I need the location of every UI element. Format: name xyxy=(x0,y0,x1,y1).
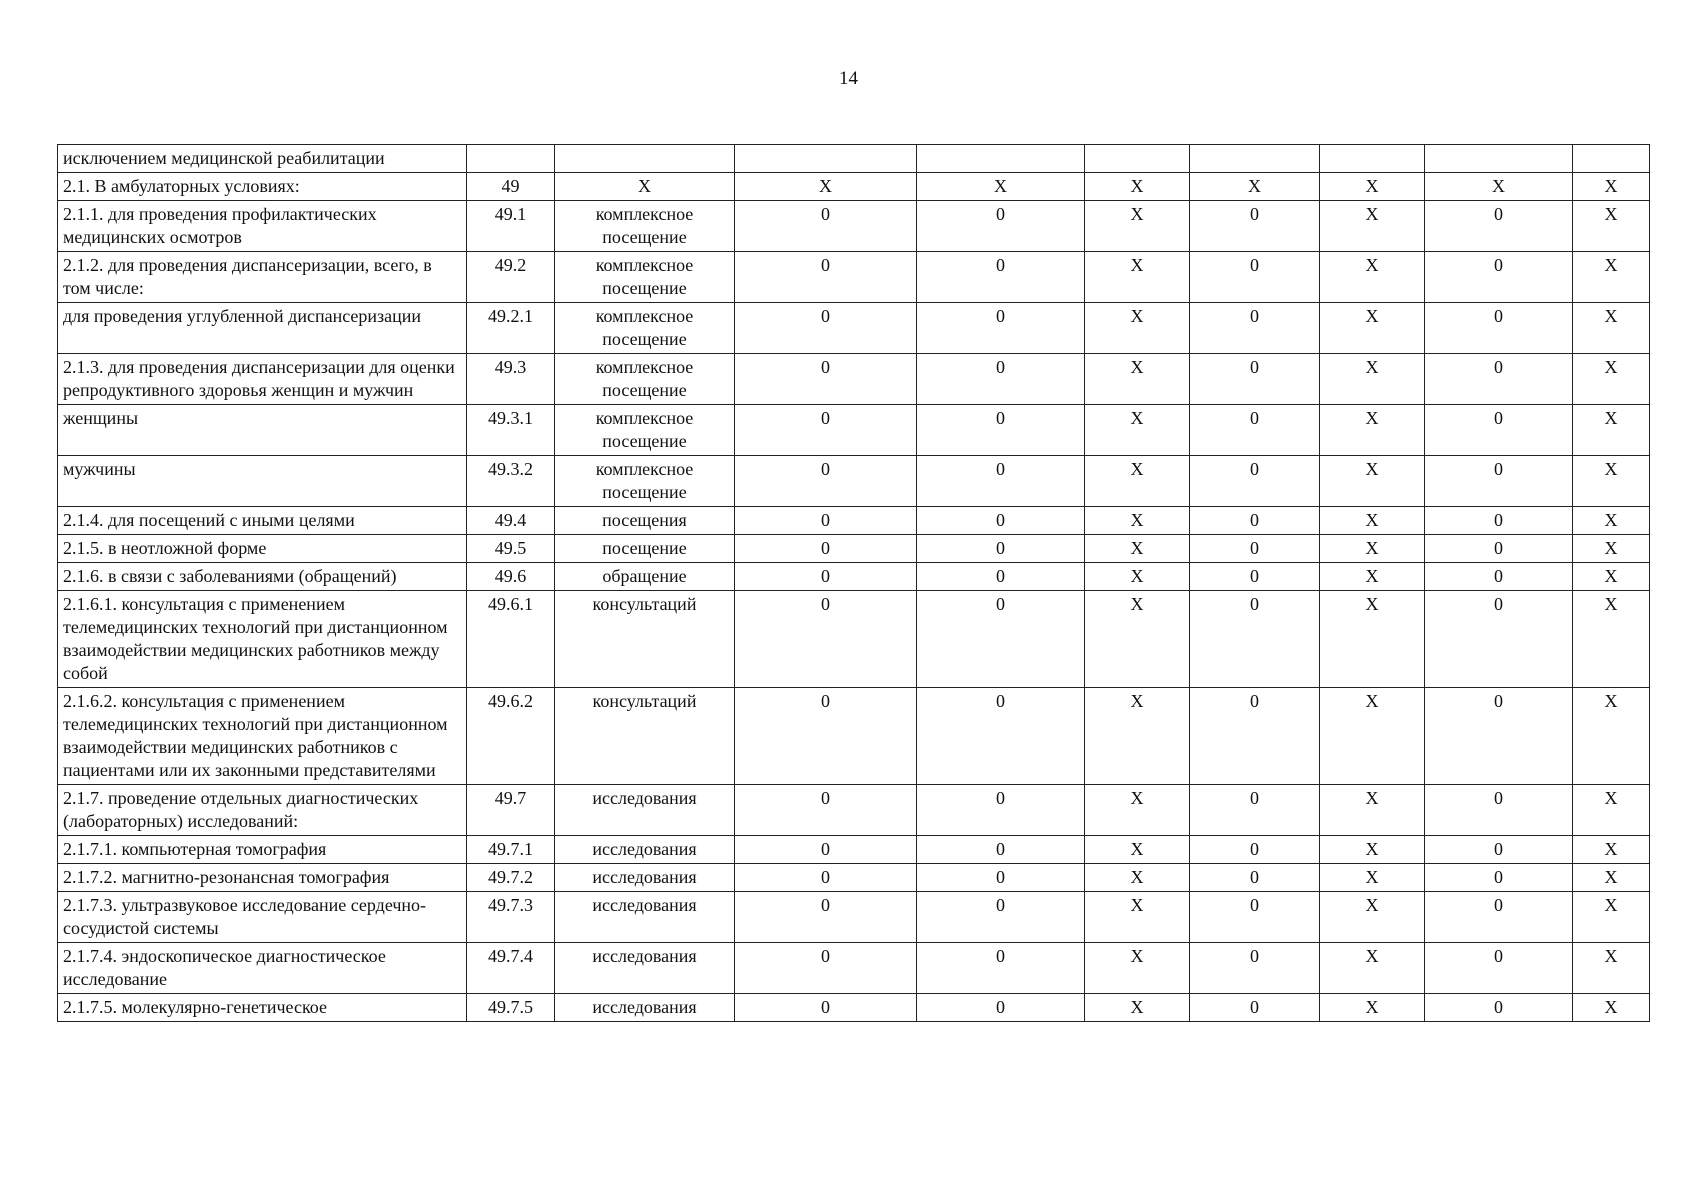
row-value-cell-3: X xyxy=(1085,591,1190,688)
row-value-cell-4: 0 xyxy=(1190,688,1320,785)
row-value-cell-3: X xyxy=(1085,456,1190,507)
row-value-cell-1: 0 xyxy=(735,994,917,1022)
row-unit-cell xyxy=(555,145,735,173)
row-unit-cell: исследования xyxy=(555,836,735,864)
row-value-cell-2: 0 xyxy=(917,943,1085,994)
row-unit-cell: консультаций xyxy=(555,591,735,688)
row-name-cell: 2.1. В амбулаторных условиях: xyxy=(58,173,467,201)
table-row xyxy=(58,563,1650,591)
row-value-cell-7: X xyxy=(1573,303,1650,354)
row-code-cell: 49.7.1 xyxy=(467,836,555,864)
row-value-cell-6: 0 xyxy=(1425,201,1573,252)
table-row xyxy=(58,201,1650,252)
row-value-cell-6: 0 xyxy=(1425,688,1573,785)
row-value-cell-7 xyxy=(1573,145,1650,173)
row-value-cell-6: 0 xyxy=(1425,836,1573,864)
row-code-cell: 49.3.1 xyxy=(467,405,555,456)
row-value-cell-2: 0 xyxy=(917,994,1085,1022)
row-value-cell-1: 0 xyxy=(735,563,917,591)
row-value-cell-4: 0 xyxy=(1190,994,1320,1022)
row-unit-cell: консультаций xyxy=(555,688,735,785)
row-value-cell-1 xyxy=(735,145,917,173)
row-value-cell-5: X xyxy=(1320,785,1425,836)
row-value-cell-6 xyxy=(1425,145,1573,173)
row-value-cell-7: X xyxy=(1573,535,1650,563)
row-value-cell-5: X xyxy=(1320,688,1425,785)
row-name-cell: 2.1.7.5. молекулярно-генетическое xyxy=(58,994,467,1022)
row-value-cell-1: 0 xyxy=(735,591,917,688)
row-value-cell-3: X xyxy=(1085,943,1190,994)
row-name-cell: исключением медицинской реабилитации xyxy=(58,145,467,173)
row-value-cell-3: X xyxy=(1085,507,1190,535)
row-unit-cell: исследования xyxy=(555,785,735,836)
table-row xyxy=(58,864,1650,892)
table-row xyxy=(58,252,1650,303)
row-value-cell-3: X xyxy=(1085,535,1190,563)
row-value-cell-2: 0 xyxy=(917,507,1085,535)
row-unit-cell: исследования xyxy=(555,864,735,892)
row-value-cell-7: X xyxy=(1573,785,1650,836)
row-value-cell-3: X xyxy=(1085,994,1190,1022)
row-value-cell-4: 0 xyxy=(1190,563,1320,591)
row-value-cell-6: 0 xyxy=(1425,591,1573,688)
row-value-cell-4: 0 xyxy=(1190,507,1320,535)
row-value-cell-7: X xyxy=(1573,994,1650,1022)
row-name-cell: для проведения углубленной диспансеризации xyxy=(58,303,467,354)
row-value-cell-7: X xyxy=(1573,507,1650,535)
row-value-cell-6: 0 xyxy=(1425,563,1573,591)
row-code-cell: 49.7.2 xyxy=(467,864,555,892)
row-unit-cell: исследования xyxy=(555,943,735,994)
row-unit-cell: обращение xyxy=(555,563,735,591)
row-value-cell-1: 0 xyxy=(735,507,917,535)
row-value-cell-5 xyxy=(1320,145,1425,173)
row-value-cell-6: 0 xyxy=(1425,943,1573,994)
row-value-cell-6: 0 xyxy=(1425,507,1573,535)
row-value-cell-2: 0 xyxy=(917,591,1085,688)
row-value-cell-6: 0 xyxy=(1425,892,1573,943)
row-name-cell: 2.1.7.4. эндоскопическое диагностическое исследование xyxy=(58,943,467,994)
row-value-cell-5: X xyxy=(1320,892,1425,943)
row-value-cell-7: X xyxy=(1573,892,1650,943)
row-code-cell: 49.1 xyxy=(467,201,555,252)
row-code-cell: 49.2 xyxy=(467,252,555,303)
row-value-cell-6: X xyxy=(1425,173,1573,201)
row-value-cell-3: X xyxy=(1085,836,1190,864)
row-code-cell: 49.7.4 xyxy=(467,943,555,994)
row-value-cell-4: 0 xyxy=(1190,785,1320,836)
row-value-cell-7: X xyxy=(1573,864,1650,892)
row-value-cell-1: 0 xyxy=(735,836,917,864)
row-value-cell-3: X xyxy=(1085,563,1190,591)
row-value-cell-2: 0 xyxy=(917,405,1085,456)
row-value-cell-4: 0 xyxy=(1190,836,1320,864)
table-row xyxy=(58,836,1650,864)
row-value-cell-5: X xyxy=(1320,252,1425,303)
row-name-cell: 2.1.6.1. консультация с применением телемедицинских технологий при дистанционном взаимодействии медицинских работников между собой xyxy=(58,591,467,688)
row-value-cell-2: 0 xyxy=(917,563,1085,591)
row-name-cell: 2.1.3. для проведения диспансеризации для оценки репродуктивного здоровья женщин и мужчин xyxy=(58,354,467,405)
row-name-cell: 2.1.4. для посещений с иными целями xyxy=(58,507,467,535)
row-value-cell-3: X xyxy=(1085,688,1190,785)
row-value-cell-6: 0 xyxy=(1425,303,1573,354)
row-code-cell: 49.2.1 xyxy=(467,303,555,354)
row-code-cell: 49.3 xyxy=(467,354,555,405)
row-value-cell-1: 0 xyxy=(735,785,917,836)
row-value-cell-4: 0 xyxy=(1190,201,1320,252)
row-value-cell-2: 0 xyxy=(917,201,1085,252)
row-value-cell-5: X xyxy=(1320,563,1425,591)
row-value-cell-1: 0 xyxy=(735,456,917,507)
row-value-cell-2: 0 xyxy=(917,535,1085,563)
row-value-cell-1: X xyxy=(735,173,917,201)
page-number: 14 xyxy=(839,68,858,89)
row-value-cell-5: X xyxy=(1320,507,1425,535)
row-value-cell-5: X xyxy=(1320,864,1425,892)
row-value-cell-6: 0 xyxy=(1425,535,1573,563)
table-row xyxy=(58,456,1650,507)
row-unit-cell: комплексное посещение xyxy=(555,456,735,507)
row-value-cell-5: X xyxy=(1320,173,1425,201)
row-value-cell-4: 0 xyxy=(1190,892,1320,943)
row-value-cell-6: 0 xyxy=(1425,354,1573,405)
row-name-cell: 2.1.7.2. магнитно-резонансная томография xyxy=(58,864,467,892)
row-value-cell-7: X xyxy=(1573,252,1650,303)
table-body xyxy=(58,145,1650,1022)
row-value-cell-7: X xyxy=(1573,836,1650,864)
row-value-cell-3: X xyxy=(1085,864,1190,892)
row-value-cell-2: 0 xyxy=(917,688,1085,785)
row-value-cell-3: X xyxy=(1085,892,1190,943)
row-value-cell-6: 0 xyxy=(1425,252,1573,303)
row-value-cell-3: X xyxy=(1085,201,1190,252)
row-value-cell-1: 0 xyxy=(735,943,917,994)
row-value-cell-5: X xyxy=(1320,405,1425,456)
row-value-cell-1: 0 xyxy=(735,252,917,303)
row-unit-cell: комплексное посещение xyxy=(555,354,735,405)
row-value-cell-1: 0 xyxy=(735,201,917,252)
row-value-cell-7: X xyxy=(1573,201,1650,252)
row-value-cell-3 xyxy=(1085,145,1190,173)
row-value-cell-2: 0 xyxy=(917,456,1085,507)
row-value-cell-2: 0 xyxy=(917,864,1085,892)
row-value-cell-1: 0 xyxy=(735,354,917,405)
row-value-cell-2: 0 xyxy=(917,303,1085,354)
row-name-cell: мужчины xyxy=(58,456,467,507)
row-value-cell-5: X xyxy=(1320,303,1425,354)
table-row xyxy=(58,688,1650,785)
table-row xyxy=(58,943,1650,994)
row-value-cell-4 xyxy=(1190,145,1320,173)
row-value-cell-3: X xyxy=(1085,252,1190,303)
row-code-cell: 49.6 xyxy=(467,563,555,591)
row-value-cell-2: 0 xyxy=(917,252,1085,303)
row-value-cell-5: X xyxy=(1320,354,1425,405)
row-value-cell-5: X xyxy=(1320,456,1425,507)
row-value-cell-4: 0 xyxy=(1190,252,1320,303)
row-unit-cell: посещение xyxy=(555,535,735,563)
row-value-cell-4: 0 xyxy=(1190,535,1320,563)
table-row xyxy=(58,303,1650,354)
table-row xyxy=(58,591,1650,688)
row-code-cell: 49.7.3 xyxy=(467,892,555,943)
row-unit-cell: комплексное посещение xyxy=(555,405,735,456)
row-value-cell-4: 0 xyxy=(1190,864,1320,892)
row-code-cell xyxy=(467,145,555,173)
row-value-cell-1: 0 xyxy=(735,688,917,785)
row-value-cell-1: 0 xyxy=(735,864,917,892)
row-value-cell-2: 0 xyxy=(917,836,1085,864)
data-table xyxy=(57,144,1650,1022)
row-value-cell-1: 0 xyxy=(735,535,917,563)
row-value-cell-6: 0 xyxy=(1425,405,1573,456)
row-unit-cell: посещения xyxy=(555,507,735,535)
row-unit-cell: комплексное посещение xyxy=(555,252,735,303)
row-value-cell-3: X xyxy=(1085,785,1190,836)
row-unit-cell: комплексное посещение xyxy=(555,201,735,252)
row-value-cell-7: X xyxy=(1573,943,1650,994)
table-row xyxy=(58,507,1650,535)
row-code-cell: 49.6.2 xyxy=(467,688,555,785)
row-value-cell-6: 0 xyxy=(1425,994,1573,1022)
row-value-cell-2: 0 xyxy=(917,354,1085,405)
table-row xyxy=(58,892,1650,943)
row-value-cell-6: 0 xyxy=(1425,864,1573,892)
row-code-cell: 49.6.1 xyxy=(467,591,555,688)
row-name-cell: 2.1.7. проведение отдельных диагностических (лабораторных) исследований: xyxy=(58,785,467,836)
row-value-cell-5: X xyxy=(1320,591,1425,688)
row-value-cell-7: X xyxy=(1573,456,1650,507)
row-name-cell: 2.1.7.3. ультразвуковое исследование сердечно-сосудистой системы xyxy=(58,892,467,943)
row-value-cell-6: 0 xyxy=(1425,456,1573,507)
row-name-cell: 2.1.2. для проведения диспансеризации, всего, в том числе: xyxy=(58,252,467,303)
table-row xyxy=(58,145,1650,173)
row-value-cell-3: X xyxy=(1085,405,1190,456)
row-code-cell: 49.5 xyxy=(467,535,555,563)
row-value-cell-1: 0 xyxy=(735,892,917,943)
row-value-cell-7: X xyxy=(1573,354,1650,405)
row-value-cell-7: X xyxy=(1573,688,1650,785)
row-name-cell: 2.1.6. в связи с заболеваниями (обращений) xyxy=(58,563,467,591)
table-row xyxy=(58,173,1650,201)
row-value-cell-5: X xyxy=(1320,994,1425,1022)
row-unit-cell: X xyxy=(555,173,735,201)
row-value-cell-2 xyxy=(917,145,1085,173)
row-value-cell-5: X xyxy=(1320,836,1425,864)
row-value-cell-3: X xyxy=(1085,303,1190,354)
row-unit-cell: исследования xyxy=(555,892,735,943)
row-value-cell-2: 0 xyxy=(917,785,1085,836)
row-value-cell-7: X xyxy=(1573,591,1650,688)
row-code-cell: 49 xyxy=(467,173,555,201)
row-value-cell-7: X xyxy=(1573,563,1650,591)
row-code-cell: 49.4 xyxy=(467,507,555,535)
row-name-cell: женщины xyxy=(58,405,467,456)
row-value-cell-4: 0 xyxy=(1190,456,1320,507)
table-row xyxy=(58,405,1650,456)
row-code-cell: 49.7 xyxy=(467,785,555,836)
row-value-cell-1: 0 xyxy=(735,405,917,456)
row-value-cell-2: 0 xyxy=(917,892,1085,943)
row-value-cell-3: X xyxy=(1085,354,1190,405)
row-unit-cell: исследования xyxy=(555,994,735,1022)
row-name-cell: 2.1.6.2. консультация с применением телемедицинских технологий при дистанционном взаимодействии медицинских работников с пациентами или их законными представителями xyxy=(58,688,467,785)
table-row xyxy=(58,354,1650,405)
row-value-cell-2: X xyxy=(917,173,1085,201)
row-value-cell-4: X xyxy=(1190,173,1320,201)
row-value-cell-1: 0 xyxy=(735,303,917,354)
row-value-cell-4: 0 xyxy=(1190,405,1320,456)
row-value-cell-4: 0 xyxy=(1190,303,1320,354)
row-value-cell-4: 0 xyxy=(1190,354,1320,405)
row-unit-cell: комплексное посещение xyxy=(555,303,735,354)
row-value-cell-7: X xyxy=(1573,405,1650,456)
row-name-cell: 2.1.1. для проведения профилактических медицинских осмотров xyxy=(58,201,467,252)
table-row xyxy=(58,785,1650,836)
row-value-cell-4: 0 xyxy=(1190,591,1320,688)
row-name-cell: 2.1.7.1. компьютерная томография xyxy=(58,836,467,864)
row-name-cell: 2.1.5. в неотложной форме xyxy=(58,535,467,563)
table-row xyxy=(58,535,1650,563)
row-value-cell-5: X xyxy=(1320,201,1425,252)
row-value-cell-5: X xyxy=(1320,943,1425,994)
row-value-cell-4: 0 xyxy=(1190,943,1320,994)
row-code-cell: 49.7.5 xyxy=(467,994,555,1022)
row-value-cell-7: X xyxy=(1573,173,1650,201)
table-row xyxy=(58,994,1650,1022)
row-value-cell-3: X xyxy=(1085,173,1190,201)
row-value-cell-5: X xyxy=(1320,535,1425,563)
row-code-cell: 49.3.2 xyxy=(467,456,555,507)
row-value-cell-6: 0 xyxy=(1425,785,1573,836)
